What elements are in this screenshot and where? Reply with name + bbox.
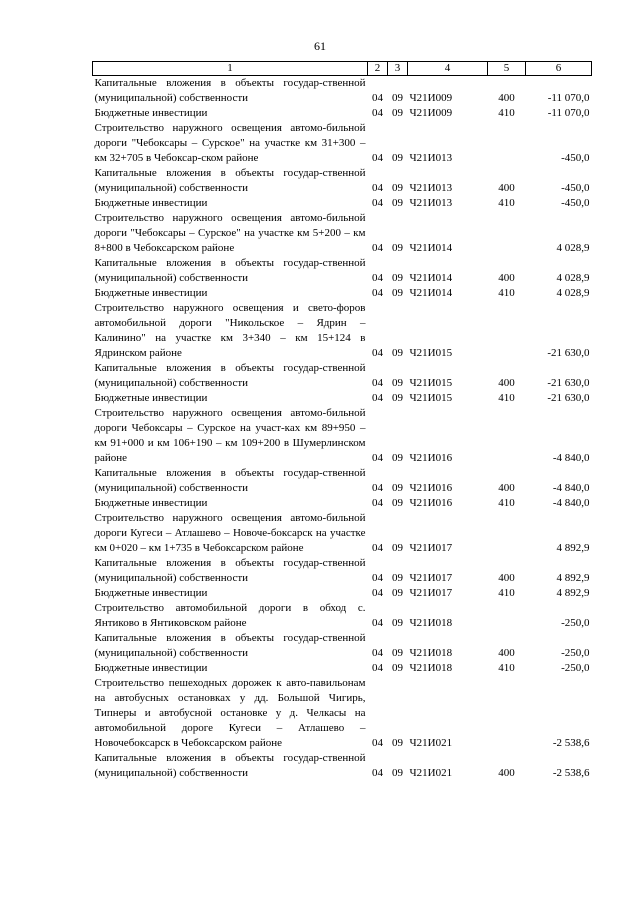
table-row [93,496,592,511]
row-amount: -11 070,0 [547,92,590,104]
row-expense-type [488,511,526,556]
row-description: Строительство пешеходных дорожек к авто-павильонам на автобусных остановках у дд. Большой Чигирь, Типнеры и автобусной остановке у д. Челкасы на автомобильной дороге Кугеси – Атлашево – Новочебоксарск в Чебоксарском районе [94,677,366,749]
row-expense-type [488,211,526,256]
row-amount: -4 840,0 [552,482,590,494]
row-description: Бюджетные инвестиции [94,197,208,209]
row-section: 04 [372,482,383,494]
row-expense-type: 410 [498,197,515,209]
row-section: 04 [372,377,383,389]
row-section: 04 [372,92,383,104]
table-row [93,211,592,256]
row-expense-type: 410 [498,287,515,299]
row-target-code: Ч21И017 [409,572,453,584]
row-amount: -4 840,0 [552,497,590,509]
row-target-code: Ч21И016 [409,482,453,494]
table-row [93,361,592,391]
row-target-code: Ч21И009 [409,107,453,119]
table-row [93,751,592,781]
row-amount: 4 028,9 [556,242,590,254]
row-description: Капитальные вложения в объекты государ-ственной (муниципальной) собственности [94,167,366,194]
row-section: 04 [372,152,383,164]
row-expense-type: 400 [498,92,515,104]
table-row [93,76,592,107]
row-section: 04 [372,107,383,119]
row-amount: -2 538,6 [552,737,590,749]
row-section: 04 [372,272,383,284]
row-subsection: 09 [392,587,403,599]
row-subsection: 09 [392,107,403,119]
row-subsection: 09 [392,287,403,299]
table-row [93,676,592,751]
row-expense-type: 410 [498,107,515,119]
row-expense-type: 400 [498,572,515,584]
row-description: Бюджетные инвестиции [94,392,208,404]
table-row [93,166,592,196]
page-number: 61 [314,39,326,53]
row-target-code: Ч21И021 [409,737,453,749]
row-section: 04 [372,242,383,254]
table-row [93,256,592,286]
row-description: Капитальные вложения в объекты государ-ственной (муниципальной) собственности [94,752,366,779]
table-header [93,62,592,76]
row-expense-type: 410 [498,587,515,599]
row-section: 04 [372,662,383,674]
row-section: 04 [372,182,383,194]
table-row [93,601,592,631]
row-subsection: 09 [392,197,403,209]
row-description: Бюджетные инвестиции [94,107,208,119]
row-amount: 4 028,9 [556,287,590,299]
row-amount: -4 840,0 [552,452,590,464]
table-body [93,76,592,782]
row-amount: -11 070,0 [547,107,590,119]
row-amount: 4 892,9 [556,587,590,599]
row-target-code: Ч21И014 [409,242,453,254]
row-target-code: Ч21И013 [409,197,453,209]
row-description: Капитальные вложения в объекты государ-ственной (муниципальной) собственности [94,557,366,584]
row-section: 04 [372,572,383,584]
row-amount: -250,0 [561,662,590,674]
row-target-code: Ч21И013 [409,182,453,194]
row-amount: -450,0 [561,182,590,194]
row-expense-type: 400 [498,767,515,779]
row-subsection: 09 [392,392,403,404]
row-description: Бюджетные инвестиции [94,287,208,299]
row-section: 04 [372,647,383,659]
row-target-code: Ч21И014 [409,272,453,284]
table-row [93,586,592,601]
row-expense-type [488,121,526,166]
table-row [93,556,592,586]
row-description: Бюджетные инвестиции [94,587,208,599]
row-amount: -21 630,0 [547,392,590,404]
table-row [93,196,592,211]
row-amount: -450,0 [561,197,590,209]
row-subsection: 09 [392,482,403,494]
row-target-code: Ч21И015 [409,392,453,404]
row-subsection: 09 [392,347,403,359]
row-description: Капитальные вложения в объекты государ-ственной (муниципальной) собственности [94,77,366,104]
row-subsection: 09 [392,92,403,104]
row-amount: -21 630,0 [547,377,590,389]
row-target-code: Ч21И018 [409,647,453,659]
table-row [93,511,592,556]
row-subsection: 09 [392,242,403,254]
row-amount: -250,0 [561,647,590,659]
row-description: Строительство наружного освещения автомо-бильной дороги Кугеси – Атлашево – Новоче-боксарск на участке км 0+020 – км 1+735 в Чебоксарском районе [94,512,366,554]
row-section: 04 [372,347,383,359]
budget-table [92,61,592,781]
row-description: Капитальные вложения в объекты государ-ственной (муниципальной) собственности [94,257,366,284]
row-section: 04 [372,452,383,464]
table-row [93,301,592,361]
header-row [93,62,592,76]
row-expense-type: 410 [498,662,515,674]
row-subsection: 09 [392,767,403,779]
row-subsection: 09 [392,497,403,509]
row-description: Строительство автомобильной дороги в обход с. Янтиково в Янтиковском районе [94,602,366,629]
row-description: Бюджетные инвестиции [94,662,208,674]
header-col-5: 5 [488,62,526,76]
row-target-code: Ч21И017 [409,587,453,599]
row-section: 04 [372,587,383,599]
row-expense-type [488,301,526,361]
row-expense-type: 410 [498,497,515,509]
row-description: Строительство наружного освещения и свето-форов автомобильной дороги "Никольское – Ядрин – Калинино" на участке км 3+340 – км 15+124 в Ядринском районе [94,302,366,359]
row-subsection: 09 [392,542,403,554]
row-amount: 4 892,9 [556,542,590,554]
table-row [93,466,592,496]
row-subsection: 09 [392,737,403,749]
table-row [93,121,592,166]
header-col-1: 1 [93,62,368,76]
row-description: Капитальные вложения в объекты государ-ственной (муниципальной) собственности [94,632,366,659]
row-expense-type: 400 [498,647,515,659]
row-target-code: Ч21И014 [409,287,453,299]
header-col-4: 4 [408,62,488,76]
header-col-3: 3 [388,62,408,76]
row-subsection: 09 [392,647,403,659]
row-section: 04 [372,767,383,779]
table-row [93,406,592,466]
row-target-code: Ч21И017 [409,542,453,554]
header-col-2: 2 [368,62,388,76]
row-description: Строительство наружного освещения автомо-бильной дороги Чебоксары – Сурское на участ-ках км 89+950 – км 91+000 и км 106+190 – км 109+200 в Шумерлинском районе [94,407,366,464]
row-amount: -450,0 [561,152,590,164]
row-subsection: 09 [392,377,403,389]
row-expense-type [488,676,526,751]
row-expense-type: 400 [498,482,515,494]
table-row [93,106,592,121]
row-section: 04 [372,287,383,299]
row-section: 04 [372,392,383,404]
row-description: Строительство наружного освещения автомо-бильной дороги "Чебоксары – Сурское" на участке км 5+200 – км 8+800 в Чебоксарском районе [94,212,366,254]
row-amount: 4 892,9 [556,572,590,584]
table-row [93,286,592,301]
row-subsection: 09 [392,452,403,464]
header-col-6: 6 [526,62,592,76]
row-subsection: 09 [392,617,403,629]
row-target-code: Ч21И018 [409,617,453,629]
row-subsection: 09 [392,662,403,674]
row-subsection: 09 [392,182,403,194]
row-target-code: Ч21И009 [409,92,453,104]
table-row [93,631,592,661]
row-subsection: 09 [392,272,403,284]
row-amount: -21 630,0 [547,347,590,359]
table-row [93,661,592,676]
row-target-code: Ч21И015 [409,377,453,389]
row-expense-type [488,601,526,631]
row-target-code: Ч21И016 [409,497,453,509]
row-target-code: Ч21И016 [409,452,453,464]
row-target-code: Ч21И015 [409,347,453,359]
row-description: Капитальные вложения в объекты государ-ственной (муниципальной) собственности [94,362,366,389]
row-target-code: Ч21И018 [409,662,453,674]
row-amount: -250,0 [561,617,590,629]
row-expense-type [488,406,526,466]
row-subsection: 09 [392,152,403,164]
row-expense-type: 400 [498,182,515,194]
row-expense-type: 400 [498,272,515,284]
row-target-code: Ч21И013 [409,152,453,164]
row-expense-type: 400 [498,377,515,389]
row-section: 04 [372,617,383,629]
row-description: Бюджетные инвестиции [94,497,208,509]
row-section: 04 [372,497,383,509]
row-target-code: Ч21И021 [409,767,453,779]
row-description: Капитальные вложения в объекты государ-ственной (муниципальной) собственности [94,467,366,494]
row-subsection: 09 [392,572,403,584]
row-description: Строительство наружного освещения автомо-бильной дороги "Чебоксары – Сурское" на участке км 31+300 – км 32+705 в Чебоксар-ском районе [94,122,366,164]
row-amount: 4 028,9 [556,272,590,284]
row-amount: -2 538,6 [552,767,590,779]
row-section: 04 [372,197,383,209]
row-section: 04 [372,737,383,749]
row-expense-type: 410 [498,392,515,404]
row-section: 04 [372,542,383,554]
table-row [93,391,592,406]
